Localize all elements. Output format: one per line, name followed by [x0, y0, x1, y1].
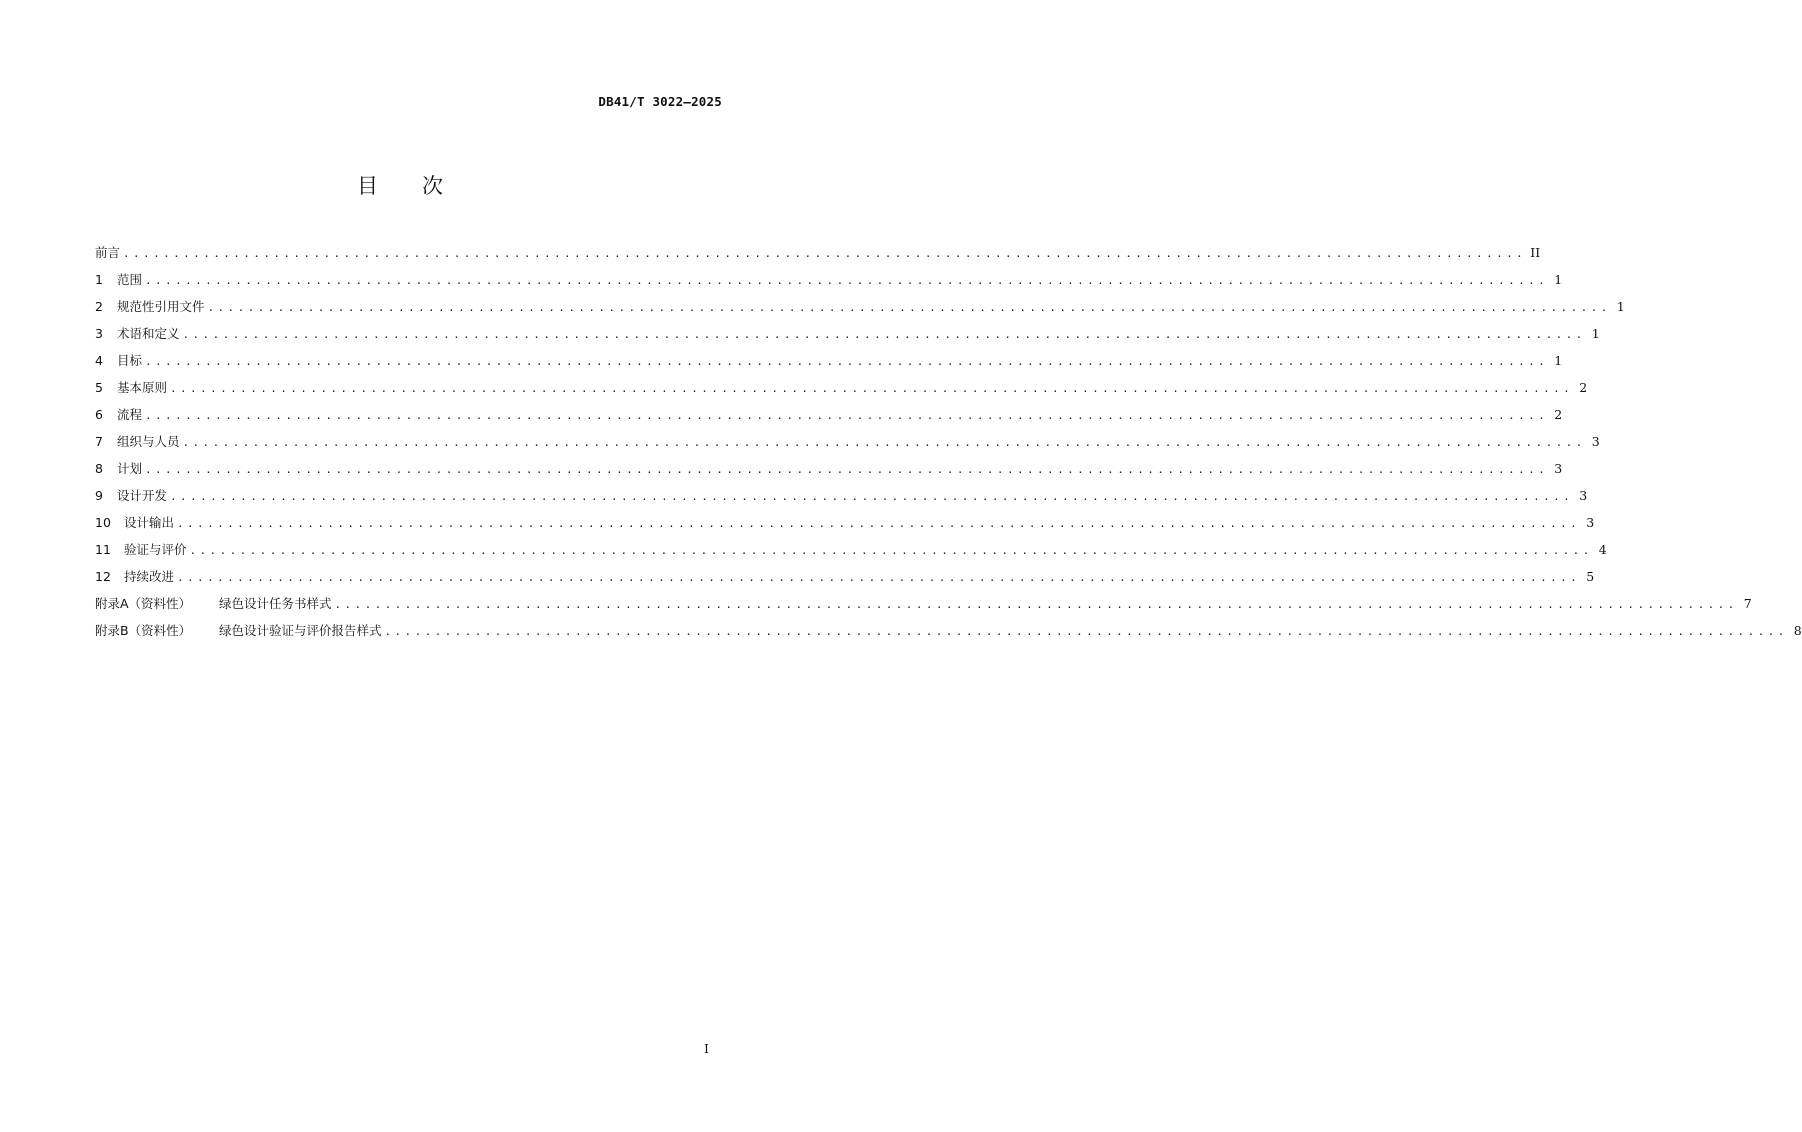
- toc-entry-9[interactable]: [95, 482, 1588, 509]
- dot-leader: ............................................................................................................................................: [334, 598, 1738, 611]
- toc-entry-12[interactable]: [95, 563, 1595, 590]
- toc-entry-page: II: [1530, 245, 1541, 260]
- toc-entry-11[interactable]: [95, 536, 1607, 563]
- toc-entry-number: 9: [95, 488, 103, 503]
- dot-leader: ............................................................................................................................................: [145, 355, 1549, 368]
- toc-entry-page: 5: [1586, 569, 1595, 584]
- toc-entry-appendix-b[interactable]: [95, 617, 1802, 644]
- toc-entry-foreword[interactable]: [95, 239, 1541, 266]
- toc-entry-1[interactable]: [95, 266, 1563, 293]
- toc-entry-title: 目标: [117, 353, 143, 368]
- toc-entry-label: [95, 374, 167, 401]
- toc-entry-page: 3: [1586, 515, 1595, 530]
- toc-entry-page: 2: [1554, 407, 1563, 422]
- toc-entry-number: 12: [95, 569, 111, 584]
- dot-leader: ............................................................................................................................................: [177, 571, 1581, 584]
- toc-entry-page: 1: [1591, 326, 1600, 341]
- toc-entry-label: [95, 401, 142, 428]
- toc-entry-number: 4: [95, 353, 103, 368]
- dot-leader: ............................................................................................................................................: [145, 274, 1549, 287]
- toc-entry-title: 绿色设计验证与评价报告样式: [219, 623, 382, 638]
- dot-leader: ............................................................................................................................................: [170, 490, 1574, 503]
- toc-entry-title: 规范性引用文件: [117, 299, 205, 314]
- dot-leader: ............................................................................................................................................: [182, 328, 1586, 341]
- toc-entry-title: 范围: [117, 272, 143, 287]
- toc-entry-number: 附录B（资料性）: [95, 623, 192, 638]
- toc-entry-3[interactable]: [95, 320, 1600, 347]
- toc-entry-number: 11: [95, 542, 111, 557]
- toc-entry-label: [95, 347, 142, 374]
- toc-entry-number: 2: [95, 299, 103, 314]
- toc-entry-title: 设计开发: [117, 488, 168, 503]
- dot-leader: ............................................................................................................................................: [189, 544, 1593, 557]
- dot-leader: ............................................................................................................................................: [145, 409, 1549, 422]
- toc-entry-label: [95, 563, 174, 590]
- toc-entry-label: [95, 293, 205, 320]
- toc-entry-number: 5: [95, 380, 103, 395]
- toc-entry-page: 3: [1591, 434, 1600, 449]
- dot-leader: ............................................................................................................................................: [207, 301, 1611, 314]
- toc-entry-label: [95, 590, 332, 617]
- page-title: 目次: [357, 174, 487, 198]
- toc-entry-label: [95, 536, 187, 563]
- page-number: I: [704, 1041, 709, 1056]
- toc-entry-label: [95, 617, 382, 644]
- toc-entry-title: 绿色设计任务书样式: [219, 596, 332, 611]
- toc-entry-title: 基本原则: [117, 380, 168, 395]
- toc-entry-8[interactable]: [95, 455, 1563, 482]
- toc-entry-10[interactable]: [95, 509, 1595, 536]
- toc-entry-page: 1: [1554, 353, 1563, 368]
- toc-entry-label: [95, 266, 142, 293]
- toc-entry-number: 7: [95, 434, 103, 449]
- toc-entry-number: 附录A（资料性）: [95, 596, 192, 611]
- toc-entry-page: 1: [1616, 299, 1625, 314]
- toc-entry-page: 3: [1554, 461, 1563, 476]
- toc-entry-number: 6: [95, 407, 103, 422]
- dot-leader: ............................................................................................................................................: [177, 517, 1581, 530]
- toc-entry-2[interactable]: [95, 293, 1625, 320]
- dot-leader: ............................................................................................................................................: [123, 247, 1527, 260]
- toc-entry-6[interactable]: [95, 401, 1563, 428]
- toc-entry-label: [95, 455, 142, 482]
- toc-entry-label: [95, 509, 174, 536]
- toc-entry-title: 组织与人员: [117, 434, 180, 449]
- toc-entry-title: 验证与评价: [124, 542, 187, 557]
- toc-entry-title: 前言: [95, 245, 121, 260]
- toc-entry-page: 8: [1793, 623, 1802, 638]
- toc-entry-5[interactable]: [95, 374, 1588, 401]
- toc-entry-title: 持续改进: [124, 569, 175, 584]
- toc-entry-4[interactable]: [95, 347, 1563, 374]
- dot-leader: ............................................................................................................................................: [145, 463, 1549, 476]
- document-code: DB41/T 3022—2025: [598, 94, 722, 109]
- toc-entry-number: 3: [95, 326, 103, 341]
- toc-entry-number: 10: [95, 515, 111, 530]
- toc-entry-title: 设计输出: [124, 515, 175, 530]
- toc-entry-label: [95, 428, 180, 455]
- dot-leader: ............................................................................................................................................: [182, 436, 1586, 449]
- toc-entry-label: [95, 482, 167, 509]
- toc-entry-page: 1: [1554, 272, 1563, 287]
- toc-entry-title: 术语和定义: [117, 326, 180, 341]
- dot-leader: ............................................................................................................................................: [384, 625, 1788, 638]
- toc-entry-page: 7: [1743, 596, 1752, 611]
- toc-entry-label: [95, 320, 180, 347]
- toc-entry-number: 1: [95, 272, 103, 287]
- dot-leader: ............................................................................................................................................: [170, 382, 1574, 395]
- toc-entry-page: 4: [1598, 542, 1607, 557]
- toc-entry-page: 3: [1579, 488, 1588, 503]
- table-of-contents: [95, 239, 1802, 644]
- toc-entry-7[interactable]: [95, 428, 1600, 455]
- toc-entry-title: 流程: [117, 407, 143, 422]
- toc-entry-number: 8: [95, 461, 103, 476]
- toc-entry-page: 2: [1579, 380, 1588, 395]
- toc-entry-title: 计划: [117, 461, 143, 476]
- toc-entry-appendix-a[interactable]: [95, 590, 1752, 617]
